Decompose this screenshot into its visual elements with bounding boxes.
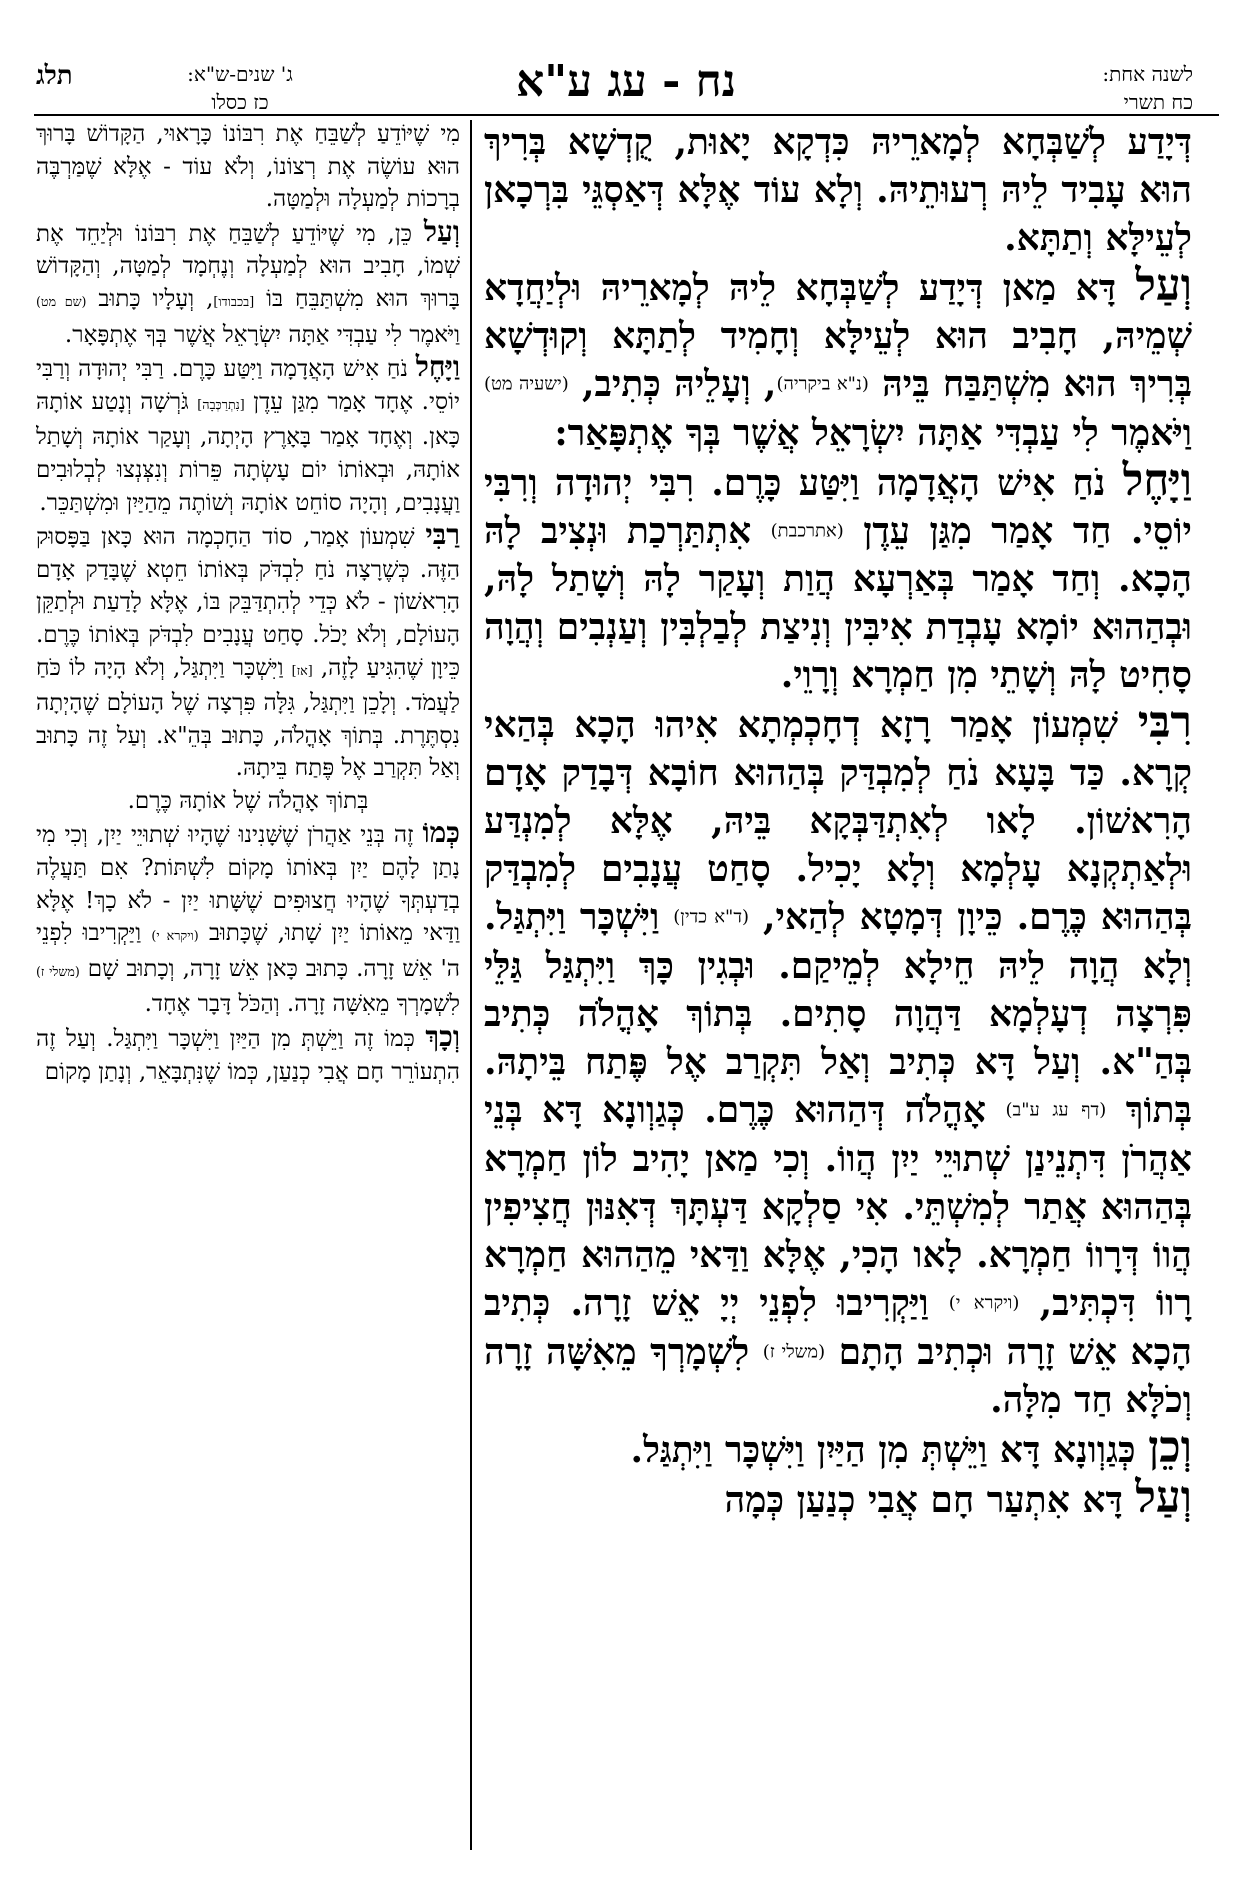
translation-text-segment: לִשְׁמָרְךָ מֵאִשָּׁה זָרָה. וְהַכֹּל דָּבָר אֶחָד. bbox=[144, 991, 460, 1018]
header-date-three-years bbox=[120, 60, 360, 116]
alternate-reading-note: (ד"א כדין) bbox=[673, 907, 750, 929]
paragraph-lead-word: כְּמוֹ bbox=[422, 816, 460, 850]
main-paragraph-3 bbox=[484, 454, 1192, 700]
main-text-segment: דָּא מַאן דְּיָדַע לְשַׁבְּחָא לֵיהּ לְמָארֵיהּ וּלְיַחֲדָא שְׁמֵיהּ, חָבִיב הוּא לְעֵילָּא וְחָמִיד לְתַתָּא וְקוּדְשָׁא בְּרִיךְ הוּא מִשְׁתַּבַּח בֵּיהּ bbox=[484, 267, 1192, 405]
main-paragraph-6 bbox=[484, 1474, 1192, 1524]
translation-paragraph-7 bbox=[36, 1021, 460, 1088]
main-text-segment: שִׁמְעוֹן אָמַר רָזָא דְחָכְמְתָא אִיהוּ הָכָא בְּהַאי קְרָא. כַּד בָּעָא נֹחַ לְמִבְדַּק בְּהַהוּא חוֹבָא דְּבָדַק אָדָם הָרִאשׁוֹן. לָאו לְאִתְדַּבְּקָא בֵּיהּ, אֶלָּא לְמִנְדַּע וּלְאַתְקְנָא עָלְמָא וְלָא יָכִיל. סָחַט עֲנָבִים לְמִבְדַּק בְּהַהוּא כֶּרֶם. כֵּיוָן דְּמָטָא לְהַאי, bbox=[484, 704, 1192, 939]
translation-text-segment: מִי שֶׁיּוֹדֵעַ לְשַׁבֵּחַ אֶת רִבּוֹנוֹ כָּרָאוּי, הַקָּדוֹשׁ בָּרוּךְ הוּא עוֹשֶׂה אֶת רְצוֹנוֹ, וְלֹא עוֹד - אֶלָּא שֶׁמַּרְבֶּה בְרָכוֹת לְמַעְלָה וּלְמַטָּה. bbox=[36, 121, 460, 213]
paragraph-lead-word: וַיָּחֶל bbox=[415, 350, 460, 384]
translation-text-segment: גֹּרְשָׁה וְנָטַע אוֹתָהּ כָּאן. וְאֶחָד אָמַר בָּאָרֶץ הָיְתָה, וְעָקַר אוֹתָהּ וְשָׁתַל אוֹתָהּ, וּבְאוֹתוֹ יוֹם עָשְׂתָה פֵּרוֹת וְנִצְּנְצוּ לְבְלוּבִים וַעֲנָבִים, וְהָיָה סוֹחֵט אוֹתָהּ וְשׁוֹתֶה מֵהַיַּיִן וּמִשְׁתַּכֵּר. bbox=[36, 388, 460, 516]
translation-paragraph-6 bbox=[36, 817, 460, 1021]
main-text-segment: כְּגַוְונָא דָּא וַיֵּשְׁתְּ מִן הַיַּיִן וַיִּשְׁכָּר וַיִּתְגַּל. bbox=[630, 1429, 1136, 1472]
alternate-reading-note: (אתרכבת) bbox=[770, 520, 844, 542]
scripture-reference: (ויקרא י) bbox=[948, 1292, 1020, 1314]
paragraph-lead-word: וְעַל bbox=[1135, 260, 1192, 311]
header-one-year-date: כח תשרי bbox=[1123, 90, 1193, 114]
translation-paragraph-3 bbox=[36, 351, 460, 519]
main-paragraph-4 bbox=[484, 699, 1192, 1424]
alternate-reading-note: (נ"א ביקריה) bbox=[776, 373, 869, 395]
main-text-column bbox=[484, 118, 1192, 1858]
paragraph-lead-word: רַבִּי bbox=[425, 518, 460, 552]
main-text-segment: לִשְׁמָרְךָ מֵאִשָּׁה זָרָה וְכֹלָּא חַד מִלָּה. bbox=[484, 1330, 1192, 1422]
folio-reference: (דף עג ע"ב) bbox=[1005, 1099, 1107, 1121]
translation-text-segment: וַיִּשְׁכָּר וַיִּתְגַּל, וְלֹא הָיָה לוֹ כֹּחַ לַעֲמֹד. וְלָכֵן וַיִּתְגַּל, גִּלָּה פִּרְצָה שֶׁל הָעוֹלָם שֶׁהָיְתָה נִסְתֶּרֶת. בְּתוֹךְ אָהֳלֹה, כָּתוּב בְּהֵ"א. וְעַל זֶה כָּתוּב וְאַל תִּקְרַב אֶל פֶּתַח בֵּיתָהּ. bbox=[36, 654, 460, 782]
paragraph-lead-word: וְכֵן bbox=[1148, 1422, 1192, 1474]
translation-paragraph-2 bbox=[36, 216, 460, 351]
main-text-segment: נֹחַ אִישׁ הָאֲדָמָה וַיִּטַּע כָּרֶם. רִבִּי יְהוּדָה וְרִבִּי יוֹסֵי. חַד אָמַר מִגַּן עֵדֶן bbox=[484, 461, 1192, 552]
translation-text-segment: שִׁמְעוֹן אָמַר, סוֹד הַחָכְמָה הוּא כָּאן בַּפָּסוּק הַזֶּה. כְּשֶׁרָצָה נֹחַ לִבְדֹּק בְּאוֹתוֹ חֵטְא שֶׁבָּדַק אָדָם הָרִאשׁוֹן - לֹא כְּדֵי לְהִתְדַּבֵּק בּוֹ, אֶלָּא לָדַעַת וּלְתַקֵּן הָעוֹלָם, וְלֹא יָכֹל. סָחַט עֲנָבִים לִבְדֹּק בְּאוֹתוֹ כֶּרֶם. כֵּיוָן שֶׁהִגִּיעַ לָזֶה, bbox=[36, 524, 460, 681]
page-title: נח - עג ע"א bbox=[515, 56, 737, 107]
main-text-segment: וַיַּקְרִיבוּ לִפְנֵי יְיָ אֵשׁ זָרָה. כְּתִיב הָכָא אֵשׁ זָרָה וּכְתִיב הָתָם bbox=[484, 1281, 1192, 1373]
main-text-segment: אִתְתַּרְכַת וּנְצִיב לָהּ הָכָא. וְחַד אָמַר בְּאַרְעָא הֲוַת וְעָקַר לָהּ וְשָׁתַל לָהּ, וּבְהַהוּא יוֹמָא עָבְדַת אִיבִּין וְנִיצַת לְבַלְבִּין וְעַנְבִים וְהֲוָה סָחִיט לָהּ וְשָׁתֵי מִן חַמְרָא וְרָוֵי. bbox=[484, 509, 1192, 697]
main-paragraph-2 bbox=[484, 262, 1192, 457]
translation-text-segment: נֹחַ אִישׁ הָאֲדָמָה וַיִּטַּע כָּרֶם. רַבִּי יְהוּדָה וְרַבִּי יוֹסֵי. אֶחָד אָמַר מִגַּן עֵדֶן bbox=[36, 356, 460, 415]
main-text-segment: וַיֹּאמֶר לִי עַבְדִּי אַתָּה יִשְׂרָאֵל אֲשֶׁר בְּךָ אֶתְפָּאַר: bbox=[554, 411, 1192, 454]
main-text-segment: אָהֳלֹה דְּהַהוּא כֶּרֶם. כְּגַוְונָא דָּא בְּנֵי אַהֲרֹן דִּתְנֵינַן שְׁתוּיֵי יַיִן הֲווֹ. וְכִי מַאן יָהִיב לוֹן חַמְרָא בְּהַהוּא אֲתַר לְמִשְׁתֵּי. אִי סַלְקָא דַּעְתָּךְ דְּאִנּוּן חֲצִיפִין הֲווֹ דְּרָווֹ חַמְרָא. לָאו הָכִי, אֶלָּא וַדַּאי מֵהַהוּא חַמְרָא רָווֹ דִּכְתִּיב, bbox=[484, 1089, 1192, 1324]
translation-text-segment: , וְעָלָיו כָּתוּב bbox=[98, 285, 214, 312]
main-text-segment: דְּיָדַע לְשַׁבְּחָא לְמָארֵיהּ כִּדְקָא יָאוּת, קֻדְשָׁא בְּרִיךְ הוּא עָבִיד לֵיהּ רְעוּתֵיהּ. וְלָא עוֹד אֶלָּא דְּאַסְגֵּי בִּרְכָאן לְעֵילָּא וְתַתָּא. bbox=[484, 121, 1192, 259]
translation-paragraph-1 bbox=[36, 118, 460, 216]
scripture-reference: (ישעיה מט) bbox=[484, 373, 569, 395]
translation-text-segment: כְּמוֹ זֶה וַיֵּשְׁתְּ מִן הַיַּיִן וַיִּשְׁכָּר וַיִּתְגַּל. וְעַל זֶה הִתְעוֹרֵר חָם אֲבִי כְנַעַן, כְּמוֹ שֶׁנִּתְבָּאֵר, וְנָתַן מָקוֹם bbox=[36, 1026, 460, 1085]
translation-text-segment: כֵּן, מִי שֶׁיּוֹדֵעַ לְשַׁבֵּחַ אֶת רִבּוֹנוֹ וּלְיַחֵד אֶת שְׁמוֹ, חָבִיב הוּא לְמַעְלָה וְנֶחְמָד לְמַטָּה, וְהַקָּדוֹשׁ בָּרוּךְ הוּא מִשְׁתַּבֵּחַ בּוֹ bbox=[36, 220, 460, 312]
translation-paragraph-4 bbox=[36, 519, 460, 785]
scripture-reference: (שם מט) bbox=[36, 293, 87, 309]
paragraph-lead-word: וְעַל bbox=[423, 214, 460, 248]
main-text-segment: דָּא אִתְעַר חָם אֲבִי כְנַעַן כְּמָה bbox=[724, 1479, 1123, 1522]
main-text-segment: וַיִּשְׁכָּר וַיִּתְגַּל. וְלָא הֲוָה לֵיהּ חֵילָא לְמֵיקַם. וּבְגִין כָּךְ וַיִּתְגַּל גַּלֵּי פִּרְצָה דְעָלְמָא דַּהֲוָה סָתִים. בְּתוֹךְ אָהֳלֹה כְּתִיב בְּהַ"א. וְעַל דָּא כְּתִיב וְאַל תִּקְרַב אֶל פֶּתַח בֵּיתָהּ. בְּתוֹךְ bbox=[484, 896, 1192, 1132]
translation-paragraph-5 bbox=[36, 785, 460, 818]
page-number: תלג bbox=[36, 61, 73, 91]
translation-column bbox=[36, 118, 460, 1858]
translation-text-segment: וַיֹּאמֶר לִי עַבְדִּי אַתָּה יִשְׂרָאֵל אֲשֶׁר בְּךָ אֶתְפָּאָר. bbox=[64, 321, 460, 348]
translation-text-segment: זֶה בְּנֵי אַהֲרֹן שֶׁשָּׁנִינוּ שֶׁהָיוּ שְׁתוּיֵי יַיִן, וְכִי מִי נָתַן לָהֶם יַיִן בְּאוֹתוֹ מָקוֹם לִשְׁתּוֹת? אִם תַּעֲלֶה בְדַעְתְּךָ שֶׁהָיוּ חֲצוּפִים שֶׁשָּׁתוּ יַיִן - לֹא כָךְ! אֶלָּא וַדַּאי מֵאוֹתוֹ יַיִן שָׁתוּ, שֶׁכָּתוּב bbox=[36, 822, 460, 947]
translation-text-segment: וַיַּקְרִיבוּ לִפְנֵי ה' אֵשׁ זָרָה. כָּתוּב כָּאן אֵשׁ זָרָה, וְכָתוּב שָׁם bbox=[36, 920, 460, 982]
header-date-one-year bbox=[1003, 60, 1193, 116]
header-three-years-date: כז כסלו bbox=[211, 90, 269, 114]
main-paragraph-1 bbox=[484, 118, 1192, 262]
scripture-reference: (משלי ז) bbox=[762, 1341, 826, 1363]
translation-text-segment: בְּתוֹךְ אָהֳלֹה שֶׁל אוֹתָהּ כֶּרֶם. bbox=[127, 787, 369, 814]
paragraph-lead-word: וְעַל bbox=[1135, 1472, 1192, 1524]
header-one-year-label: לשנה אחת: bbox=[1102, 62, 1193, 86]
paragraph-lead-word: וַיָּחֶל bbox=[1122, 454, 1192, 506]
bracket-note: [נִתְרַכְּבָה] bbox=[197, 396, 245, 412]
header-three-years-label: ג' שנים-ש"א: bbox=[187, 62, 293, 86]
bracket-note: [אז] bbox=[291, 662, 313, 678]
main-text-segment: , וְעָלֵיהּ כְּתִיב, bbox=[582, 363, 777, 405]
main-paragraph-5 bbox=[484, 1424, 1192, 1474]
column-divider bbox=[470, 120, 472, 1850]
bracket-note: [בכבודו] bbox=[213, 293, 255, 309]
paragraph-lead-word: רִבִּי bbox=[1137, 697, 1192, 749]
header-divider bbox=[34, 114, 1219, 116]
paragraph-lead-word: וְכָךְ bbox=[425, 1020, 460, 1054]
scripture-reference: (משלי ז) bbox=[36, 963, 80, 979]
scripture-reference: (ויקרא י) bbox=[151, 928, 199, 944]
